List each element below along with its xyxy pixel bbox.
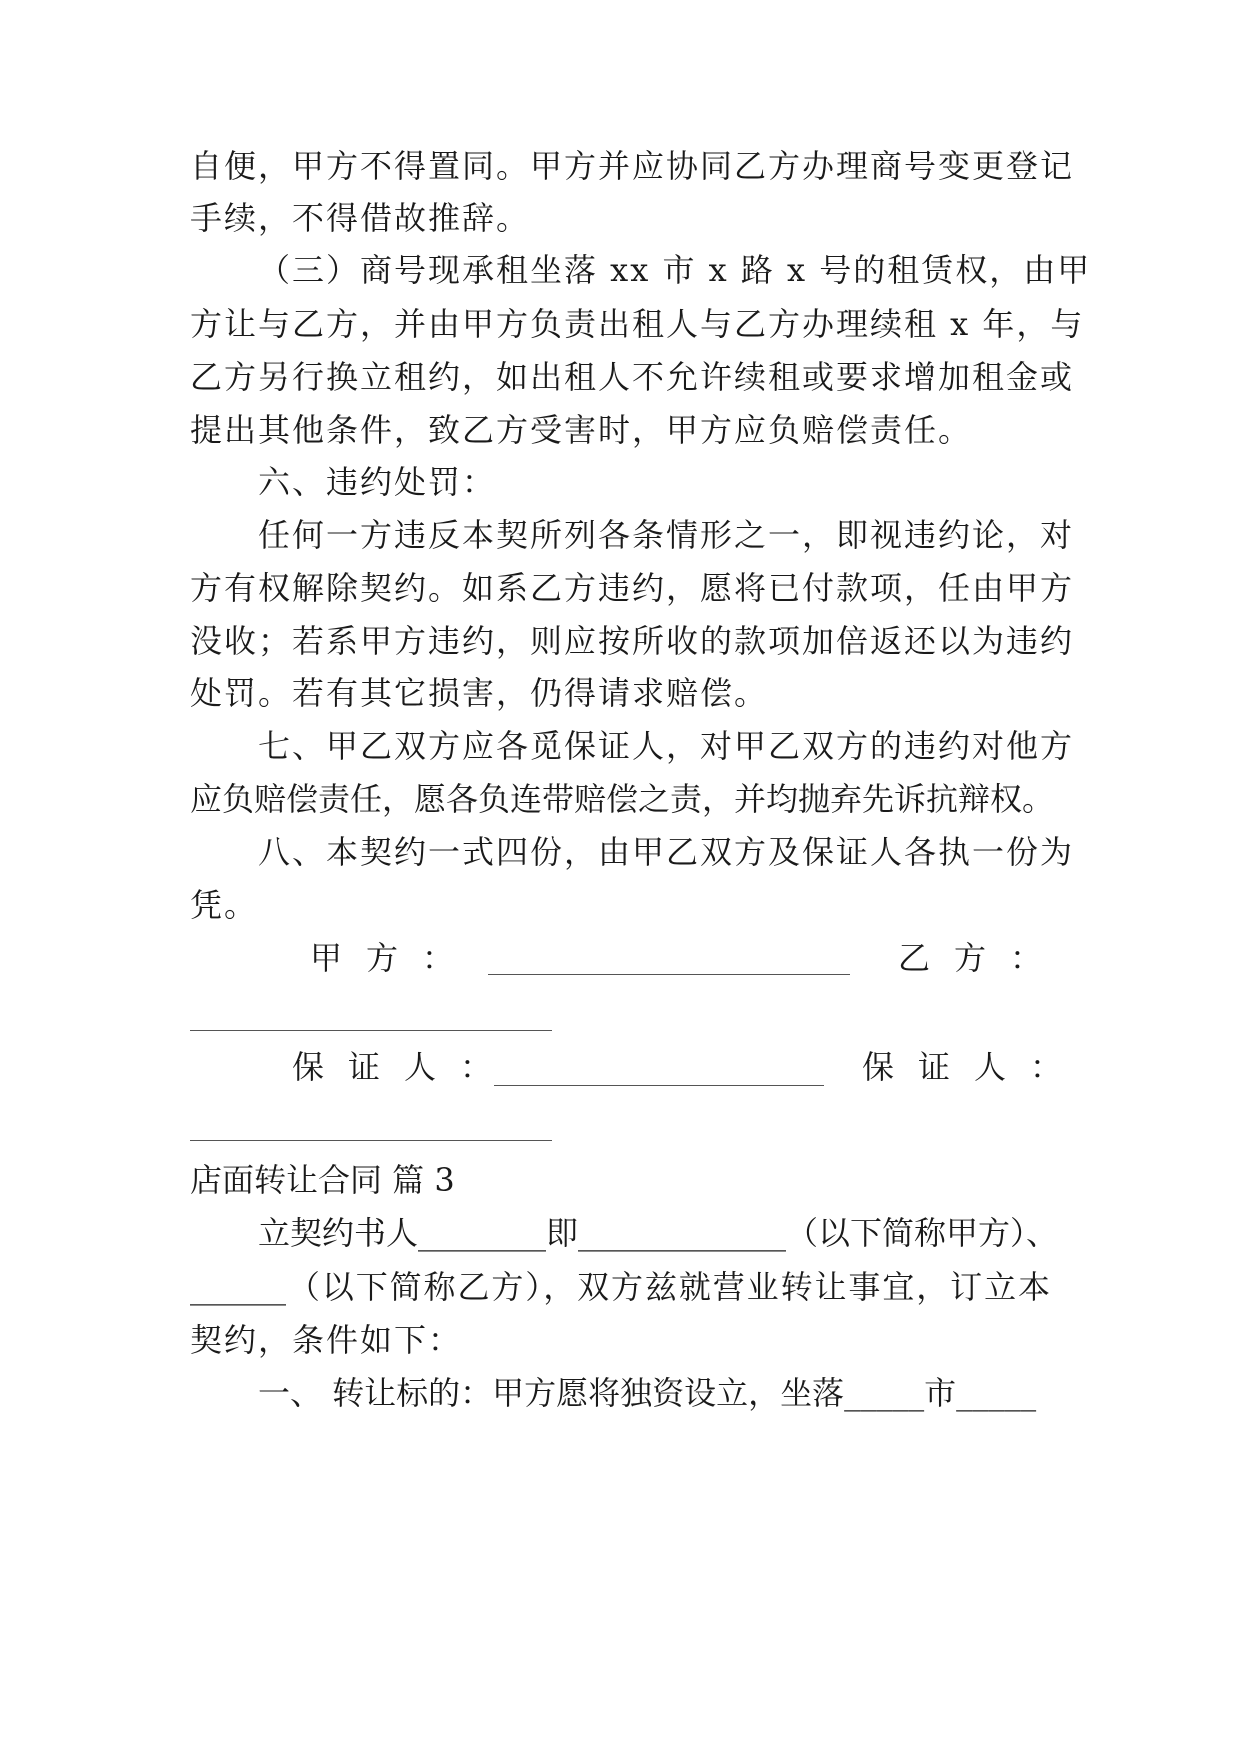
paragraph-line: 八、本契约一式四份，由甲乙双方及保证人各执一份为 [258, 833, 1075, 871]
paragraph-line: 凭。 [190, 886, 259, 924]
guarantor-1-signature-line [494, 1085, 824, 1086]
paragraph-line: ______（以下简称乙方），双方兹就营业转让事宜，订立本 [190, 1268, 1050, 1306]
section-heading: 六、违约处罚： [258, 463, 497, 501]
guarantor-2-signature-line [190, 1140, 552, 1141]
paragraph-line: 方有权解除契约。如系乙方违约，愿将已付款项，任由甲方 [190, 569, 1075, 607]
guarantor-1-label: 保证人： [292, 1048, 517, 1086]
party-a-signature-line [488, 974, 850, 975]
paragraph-line: 提出其他条件，致乙方受害时，甲方应负赔偿责任。 [190, 411, 973, 449]
paragraph-line: 七、甲乙双方应各觅保证人，对甲乙双方的违约对他方 [258, 727, 1075, 765]
paragraph-line: 没收；若系甲方违约，则应按所收的款项加倍返还以为违约 [190, 622, 1075, 660]
guarantor-2-label: 保证人： [862, 1048, 1087, 1086]
paragraph-line: 任何一方违反本契所列各条情形之一，即视违约论，对 [258, 516, 1075, 554]
party-a-label: 甲方： [310, 939, 479, 977]
party-b-label: 乙方： [898, 939, 1067, 977]
paragraph-line: 方让与乙方，并由甲方负责出租人与乙方办理续租 x 年，与 [190, 305, 1085, 343]
section-title: 店面转让合同 篇 3 [190, 1161, 455, 1199]
paragraph-line: 乙方另行换立租约，如出租人不允许续租或要求增加租金或 [190, 358, 1075, 396]
paragraph-line: 手续，不得借故推辞。 [190, 199, 531, 237]
paragraph-line: 契约，条件如下： [190, 1321, 463, 1359]
paragraph-line: 立契约书人________即_____________（以下简称甲方）、 [258, 1214, 1059, 1252]
paragraph-line: 处罚。若有其它损害，仍得请求赔偿。 [190, 674, 769, 712]
paragraph-line: 应负赔偿责任，愿各负连带赔偿之责，并均抛弃先诉抗辩权。 [190, 780, 1055, 818]
paragraph-line: 一、 转让标的：甲方愿将独资设立，坐落_____市_____ [258, 1374, 1037, 1412]
paragraph-line: （三）商号现承租坐落 xx 市 x 路 x 号的租赁权，由甲 [258, 251, 1092, 289]
paragraph-line: 自便，甲方不得置同。甲方并应协同乙方办理商号变更登记 [190, 147, 1075, 185]
party-b-signature-line [190, 1030, 552, 1031]
